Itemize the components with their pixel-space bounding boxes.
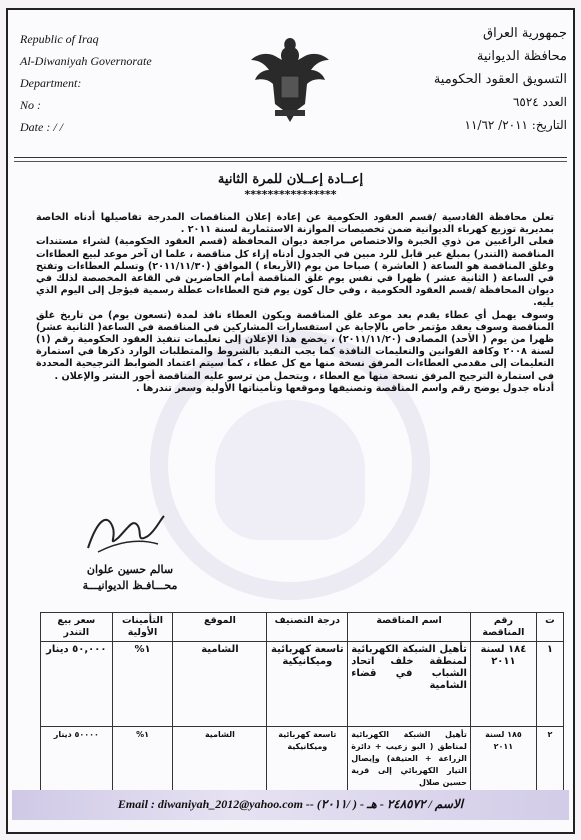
table-row	[41, 727, 564, 792]
cell-tender-name: تأهيل الشبكة الكهربائية لمنطقة خلف اتحاد الشباب في قضاء الشامية	[348, 642, 471, 727]
cell-tender-no: ١٨٤ لسنة ٢٠١١	[470, 642, 536, 727]
header-department-ar: التسويق العقود الحكومية	[433, 72, 567, 87]
cell-seq: ١	[536, 642, 563, 727]
tenders-table	[40, 612, 564, 792]
handwritten-signature-icon	[78, 508, 168, 558]
signatory-name: سالم حسين علوان	[86, 563, 174, 576]
cell-tender-name: تأهيل الشبكة الكهربائية لمناطق ( البو زعيب + دائرة الزراعة + العتيقة) وإيصال التيار الكهربائي إلى قرية حسين صلال	[348, 727, 471, 792]
footer-contact: Email : diwaniyah_2012@yahoo.com -- (٢٠١١/ ) - الاسم / ٢٤٨٥٧٢ - هـ	[117, 797, 464, 811]
cell-classification: تاسعة كهربائية وميكانيكية	[267, 642, 348, 727]
body-paragraph: وسوف يهمل أي عطاء يقدم بعد موعد غلق المناقصة ويكون العطاء نافذ لمدة (تسعون يوم) من تاريخ غلق المناقصة وسوف يعقد مؤتمر خاص بالإجابة عن استفسارات المشاركين في المناقصة في الساعة( الثانية عشر) ظهرا من يوم ( الأحد) المصادف (٢٠١١/١١/٢٠) ، يخضع هذا الإعلان إلى تعليمات تنفيذ العقود الحكومية رقم (١) لسنة ٢٠٠٨ وكافة القوانين والتعليمات النافذة كما يجب التقيد بالشروط والمتطلبات الوارد ذكرها في استمارة التعليمات إلى مقدمي العطاءات المرفق نسخة منها مع كل عطاء ، كما سيتم اعتماد الضوابط الترجيحية المحددة في استمارة الترجيح المرفق نسخة منها مع العطاء ، ويتحمل من ترسو عليه المناقصة أجور النشر والإعلان .	[36, 309, 554, 382]
watermark-seal-center	[215, 400, 365, 540]
cell-price: ٥٠٠٠٠ دينار	[41, 727, 113, 792]
body-paragraph: أدناه جدول يوضح رقم واسم المناقصة وتصنيفها وموقعها وتأميناتها الأولية وسعر تندرها .	[136, 382, 554, 394]
header-department-label: Department:	[20, 76, 82, 90]
col-classification: درجة التصنيف	[267, 613, 348, 642]
header-date-ar: التاريخ: ٢٠١١/ ١١/٦٢	[464, 118, 567, 132]
signatory-block	[70, 562, 190, 594]
signatory-title: محـــافـظ الديوانيـــة	[82, 579, 178, 592]
cell-location: الشامية	[173, 727, 267, 792]
cell-tender-no: ١٨٥ لسنة ٢٠١١	[470, 727, 536, 792]
body-paragraph: فعلى الراغبين من ذوي الخبرة والاختصاص مراجعة ديوان المحافظة (قسم العقود الحكومية) لشراء مستندات المناقصة (التندر) بمبلغ غير قابل للرد مبين في الجدول أدناه إزاء كل مناقصة ، علما ان آخر موعد لبيع العطاءات وغلق المناقصة هو الساعة ( العاشرة ) صباحا من يوم (الأربعاء ) الموافق (٢٠١١/١١/٣٠) وتسلم العطاءات وتفتح في الساعة ( الثانية عشر ) ظهرا في نفس يوم غلق المناقصة أمام الحاضرين في القاعة المخصصة لذلك في ديوان المحافظة /قسم العقود الحكومية ، وفي حال كون يوم فتح العطاءات عطلة رسمية فيؤجل إلى اليوم الذي يليه.	[36, 236, 554, 309]
col-deposit: التأمينات الأولية	[112, 613, 173, 642]
col-tender-no: رقم المناقصة	[470, 613, 536, 642]
header-governorate-ar: محافظة الديوانية	[476, 49, 567, 64]
col-price: سعر بيع التندر	[41, 613, 113, 642]
announcement-title: إعــادة إعــلان للمرة الثانية	[217, 172, 364, 187]
col-tender-name: اسم المناقصة	[348, 613, 471, 642]
header-number-ar: العدد ٦٥٢٤	[512, 95, 567, 109]
col-seq: ت	[536, 613, 563, 642]
header-date-label: Date : / /	[20, 120, 63, 134]
announcement-body	[36, 212, 554, 395]
title-stars: ****************	[244, 188, 337, 201]
header-english-block	[20, 28, 152, 138]
header-no-label: No :	[20, 98, 41, 112]
header-arabic-block	[434, 22, 567, 137]
cell-seq: ٢	[536, 727, 563, 792]
header-divider-thin	[14, 161, 567, 162]
header-country-en: Republic of Iraq	[20, 32, 99, 46]
header-governorate-en: Al-Diwaniyah Governorate	[20, 54, 152, 68]
table-header-row	[41, 613, 564, 642]
cell-deposit: ١%	[112, 727, 173, 792]
body-paragraph: تعلن محافظة القادسية /قسم العقود الحكومية عن إعادة إعلان المناقصات المدرجة تفاصيلها أدناه الخاصة بمديرية توزيع كهرباء الديوانية ضمن تخصيصات الموازنة الاستثمارية لسنة ٢٠١١ .	[36, 212, 554, 236]
header-divider	[14, 157, 567, 158]
cell-location: الشامية	[173, 642, 267, 727]
eagle-emblem-icon	[245, 30, 335, 130]
cell-price: ٥٠,٠٠٠ دينار	[41, 642, 113, 727]
cell-classification: تاسعة كهربائية وميكانيكية	[267, 727, 348, 792]
cell-deposit: ١%	[112, 642, 173, 727]
header-country-ar: جمهورية العراق	[483, 26, 567, 41]
col-location: الموقع	[173, 613, 267, 642]
table-row	[41, 642, 564, 727]
